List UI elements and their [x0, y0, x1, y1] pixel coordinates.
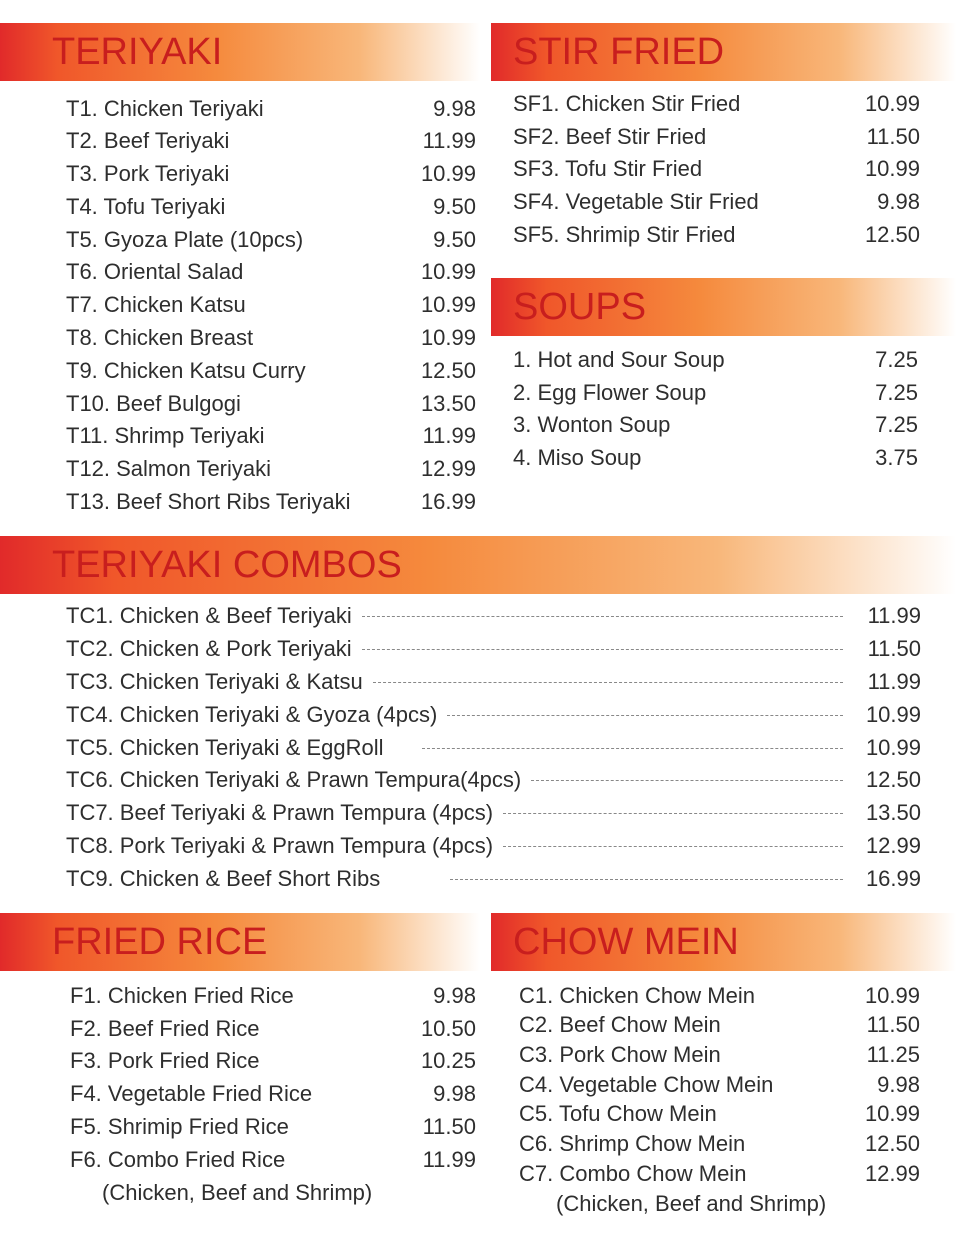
menu-item-price: 9.50: [433, 227, 476, 252]
combo-row: [66, 635, 921, 663]
menu-item-price: 12.99: [420, 456, 476, 481]
menu-item-price: 7.25: [875, 380, 918, 405]
menu-item-price: 10.99: [865, 702, 921, 727]
menu-item-price: 9.98: [433, 1081, 476, 1106]
fried-rice-header-band: [0, 913, 480, 971]
menu-item-name: C1. Chicken Chow Mein: [519, 983, 755, 1008]
menu-item-name: TC5. Chicken Teriyaki & EggRoll: [66, 735, 384, 760]
menu-item-price: 10.99: [864, 156, 920, 181]
menu-item-name: F4. Vegetable Fried Rice: [70, 1081, 313, 1106]
menu-item-name: 3. Wonton Soup: [513, 412, 671, 437]
menu-item-name: T13. Beef Short Ribs Teriyaki: [66, 489, 351, 514]
menu-item-price: 11.99: [422, 423, 476, 448]
menu-item-price: 12.99: [864, 1161, 920, 1186]
menu-item-price: 10.99: [865, 735, 921, 760]
menu-item-name: TC3. Chicken Teriyaki & Katsu: [66, 669, 363, 694]
menu-item-price: 10.99: [864, 983, 920, 1008]
menu-item-price: 12.50: [865, 767, 921, 792]
menu-item-price: 13.50: [865, 800, 921, 825]
soups-header-band: [491, 278, 956, 336]
menu-item-name: C2. Beef Chow Mein: [519, 1012, 721, 1037]
menu-item-name: F3. Pork Fried Rice: [70, 1048, 260, 1073]
dotted-leader: [503, 846, 843, 847]
menu-item-price: 11.99: [867, 669, 921, 694]
combo-row: [66, 734, 921, 762]
menu-item-name: SF5. Shrimip Stir Fried: [513, 222, 736, 247]
menu-item-price: 9.98: [433, 96, 476, 121]
combo-row: [66, 832, 921, 860]
menu-item-name: F2. Beef Fried Rice: [70, 1016, 260, 1041]
menu-item-name: T2. Beef Teriyaki: [66, 128, 230, 153]
menu-item-price: 10.50: [420, 1016, 476, 1041]
dotted-leader: [362, 616, 843, 617]
menu-item-price: 10.99: [420, 325, 476, 350]
menu-item-price: 11.50: [422, 1114, 476, 1139]
combo-note: (Chicken, Beef and Shrimp): [102, 1180, 373, 1205]
dotted-leader: [531, 780, 843, 781]
fried-rice-section-title: FRIED RICE: [52, 921, 268, 963]
chow-mein-header-band: [491, 913, 956, 971]
menu-item-price: 3.75: [875, 445, 918, 470]
menu-item-name: TC7. Beef Teriyaki & Prawn Tempura (4pcs): [66, 800, 494, 825]
menu-item-price: 13.50: [420, 391, 476, 416]
menu-item-price: 11.50: [867, 636, 921, 661]
menu-item-name: F5. Shrimip Fried Rice: [70, 1114, 289, 1139]
stir-fried-header-band: [491, 23, 956, 81]
menu-item-price: 7.25: [875, 412, 918, 437]
menu-item-name: T4. Tofu Teriyaki: [66, 194, 226, 219]
dotted-leader: [373, 682, 843, 683]
combo-row: [66, 766, 921, 794]
menu-item-name: C4. Vegetable Chow Mein: [519, 1072, 774, 1097]
menu-item-name: T8. Chicken Breast: [66, 325, 254, 350]
menu-item-name: T1. Chicken Teriyaki: [66, 96, 264, 121]
menu-item-name: T10. Beef Bulgogi: [66, 391, 241, 416]
menu-item-name: TC1. Chicken & Beef Teriyaki: [66, 603, 352, 628]
menu-item-name: 4. Miso Soup: [513, 445, 642, 470]
menu-item-price: 10.25: [420, 1048, 476, 1073]
menu-item-name: SF1. Chicken Stir Fried: [513, 91, 741, 116]
menu-item-price: 12.99: [865, 833, 921, 858]
dotted-leader: [422, 748, 844, 749]
menu-item-price: 10.99: [420, 161, 476, 186]
menu-item-price: 10.99: [420, 292, 476, 317]
menu-item-price: 11.50: [866, 124, 920, 149]
menu-item-price: 9.50: [433, 194, 476, 219]
menu-item-name: TC6. Chicken Teriyaki & Prawn Tempura(4pcs): [66, 767, 522, 792]
menu-item-price: 10.99: [864, 1101, 920, 1126]
menu-item-name: T6. Oriental Salad: [66, 259, 244, 284]
combos-section-title: TERIYAKI COMBOS: [52, 544, 402, 586]
menu-item-price: 16.99: [865, 866, 921, 891]
dotted-leader: [503, 813, 843, 814]
menu-item-price: 11.99: [422, 1147, 476, 1172]
combo-row: [66, 668, 921, 696]
combo-row: [66, 799, 921, 827]
teriyaki-section-title: TERIYAKI: [52, 31, 223, 73]
menu-item-price: 7.25: [875, 347, 918, 372]
combo-note: (Chicken, Beef and Shrimp): [556, 1191, 827, 1216]
menu-item-name: C5. Tofu Chow Mein: [519, 1101, 717, 1126]
dotted-leader: [447, 715, 843, 716]
menu-item-price: 9.98: [877, 1072, 920, 1097]
chow-mein-section-title: CHOW MEIN: [513, 921, 739, 963]
menu-item-name: C3. Pork Chow Mein: [519, 1042, 721, 1067]
soups-section-title: SOUPS: [513, 286, 647, 328]
combo-row: [66, 865, 921, 893]
menu-item-price: 10.99: [420, 259, 476, 284]
menu-item-name: T7. Chicken Katsu: [66, 292, 246, 317]
menu-item-price: 11.25: [866, 1042, 920, 1067]
dotted-leader: [450, 879, 843, 880]
menu-item-name: TC4. Chicken Teriyaki & Gyoza (4pcs): [66, 702, 438, 727]
menu-item-name: SF2. Beef Stir Fried: [513, 124, 707, 149]
menu-item-price: 11.99: [422, 128, 476, 153]
menu-item-name: F6. Combo Fried Rice: [70, 1147, 286, 1172]
menu-item-name: SF3. Tofu Stir Fried: [513, 156, 703, 181]
menu-item-price: 12.50: [864, 222, 920, 247]
menu-item-name: 1. Hot and Sour Soup: [513, 347, 725, 372]
menu-item-name: T3. Pork Teriyaki: [66, 161, 230, 186]
combos-header-band: [0, 536, 956, 594]
menu-item-name: C6. Shrimp Chow Mein: [519, 1131, 746, 1156]
menu-item-price: 12.50: [864, 1131, 920, 1156]
menu-item-name: T12. Salmon Teriyaki: [66, 456, 272, 481]
menu-item-name: 2. Egg Flower Soup: [513, 380, 707, 405]
menu-item-price: 10.99: [864, 91, 920, 116]
menu-item-name: TC9. Chicken & Beef Short Ribs: [66, 866, 381, 891]
teriyaki-header-band: [0, 23, 480, 81]
menu-item-name: SF4. Vegetable Stir Fried: [513, 189, 759, 214]
menu-item-price: 16.99: [420, 489, 476, 514]
menu-item-name: TC8. Pork Teriyaki & Prawn Tempura (4pcs): [66, 833, 494, 858]
menu-item-price: 9.98: [433, 983, 476, 1008]
combo-row: [66, 701, 921, 729]
menu-item-name: TC2. Chicken & Pork Teriyaki: [66, 636, 352, 661]
menu-item-name: T11. Shrimp Teriyaki: [66, 423, 265, 448]
menu-item-name: T9. Chicken Katsu Curry: [66, 358, 306, 383]
menu-item-name: F1. Chicken Fried Rice: [70, 983, 294, 1008]
combo-row: [66, 602, 921, 630]
dotted-leader: [362, 649, 843, 650]
menu-item-price: 11.50: [866, 1012, 920, 1037]
menu-item-name: T5. Gyoza Plate (10pcs): [66, 227, 304, 252]
menu-item-name: C7. Combo Chow Mein: [519, 1161, 747, 1186]
stir-fried-section-title: STIR FRIED: [513, 31, 725, 73]
menu-item-price: 12.50: [420, 358, 476, 383]
menu-item-price: 9.98: [877, 189, 920, 214]
menu-item-price: 11.99: [867, 603, 921, 628]
